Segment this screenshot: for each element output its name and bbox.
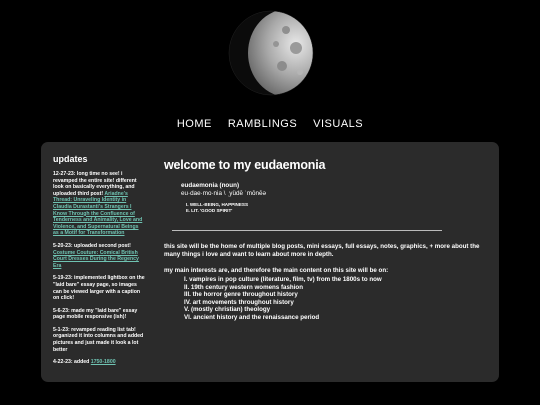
update-link[interactable]: Costume Couture: Comical British Court Dresses During the Regency Era bbox=[53, 249, 139, 269]
interest-item: II. 19th century western womens fashion bbox=[184, 283, 303, 291]
interests-lead: my main interests are, and therefore the main content on this site will be on: bbox=[164, 267, 389, 274]
update-item: 12-27-23: long time no see! i revamped the entire site! different look on basically everything, and uploaded third post! Ariadne's Thread: Unraveling Identity in Claudia Durastanti's Strangers I Know Through the Confluence of Tenderness and Animality, Love and Violence, and Supernatural Beings as a Motif for Transformation bbox=[53, 171, 143, 237]
update-item: 5-20-23: uploaded second post! Costume Couture: Comical British Court Dresses During the Regency Era bbox=[53, 242, 139, 269]
interest-item: VI. ancient history and the renaissance period bbox=[184, 313, 320, 321]
interests-list bbox=[184, 276, 489, 322]
definition-word: eudaemonia (noun) bbox=[181, 182, 240, 189]
definition-senses bbox=[186, 202, 489, 214]
content-panel bbox=[41, 142, 499, 382]
interest-item: III. the horror genre throughout history bbox=[184, 291, 298, 299]
definition-sense: I. WELL-BEING, HAPPINESS bbox=[186, 202, 249, 207]
moon-image bbox=[226, 8, 316, 98]
definition-sense: II. LIT. 'GOOD SPIRIT' bbox=[186, 208, 233, 213]
main-content bbox=[164, 158, 489, 322]
update-link[interactable]: 1750-1800 bbox=[90, 359, 116, 366]
nav-ramblings[interactable]: RAMBLINGS bbox=[227, 118, 298, 130]
updates-sidebar[interactable] bbox=[53, 154, 145, 378]
nav-home[interactable]: HOME bbox=[176, 118, 212, 130]
definition-block bbox=[181, 182, 489, 214]
update-item: 5-6-23: made my "laid bare" essay page mobile responsive (ish)! bbox=[53, 307, 138, 321]
update-item: 4-22-23: added 1750-1800 bbox=[53, 359, 116, 366]
nav-visuals[interactable]: VISUALS bbox=[313, 118, 364, 130]
update-item: 5-19-23: implemented lightbox on the "laid bare" essay page, so images can be viewed larger with a caption on click! bbox=[53, 275, 145, 302]
interest-item: V. (mostly christian) theology bbox=[184, 306, 271, 314]
definition-pronunciation: eu·dae·mo·nia \ ˌyüdē ˈmōnēə bbox=[181, 190, 267, 197]
interest-item: IV. art movements throughout history bbox=[184, 298, 294, 306]
intro-text: this site will be the home of multiple blog posts, mini essays, full essays, notes, graphics, + more about the many things i love and want to learn about more in depth. bbox=[164, 243, 480, 258]
update-link[interactable]: Ariadne's Thread: Unraveling Identity in Claudia Durastanti's Strangers I Know Through the Confluence of Tenderness and Animality, Love and Violence, and Supernatural Beings as a Motif for Transformation bbox=[53, 190, 143, 237]
page-title: welcome to my eudaemonia bbox=[164, 158, 326, 172]
updates-title: updates bbox=[53, 154, 88, 164]
update-item: 5-1-23: revamped reading list tab! organized it into columns and added pictures and just made it look a lot better bbox=[53, 326, 144, 353]
main-nav bbox=[0, 118, 540, 130]
interest-item: I. vampires in pop culture (literature, film, tv) from the 1800s to now bbox=[184, 276, 382, 283]
divider bbox=[172, 230, 442, 231]
